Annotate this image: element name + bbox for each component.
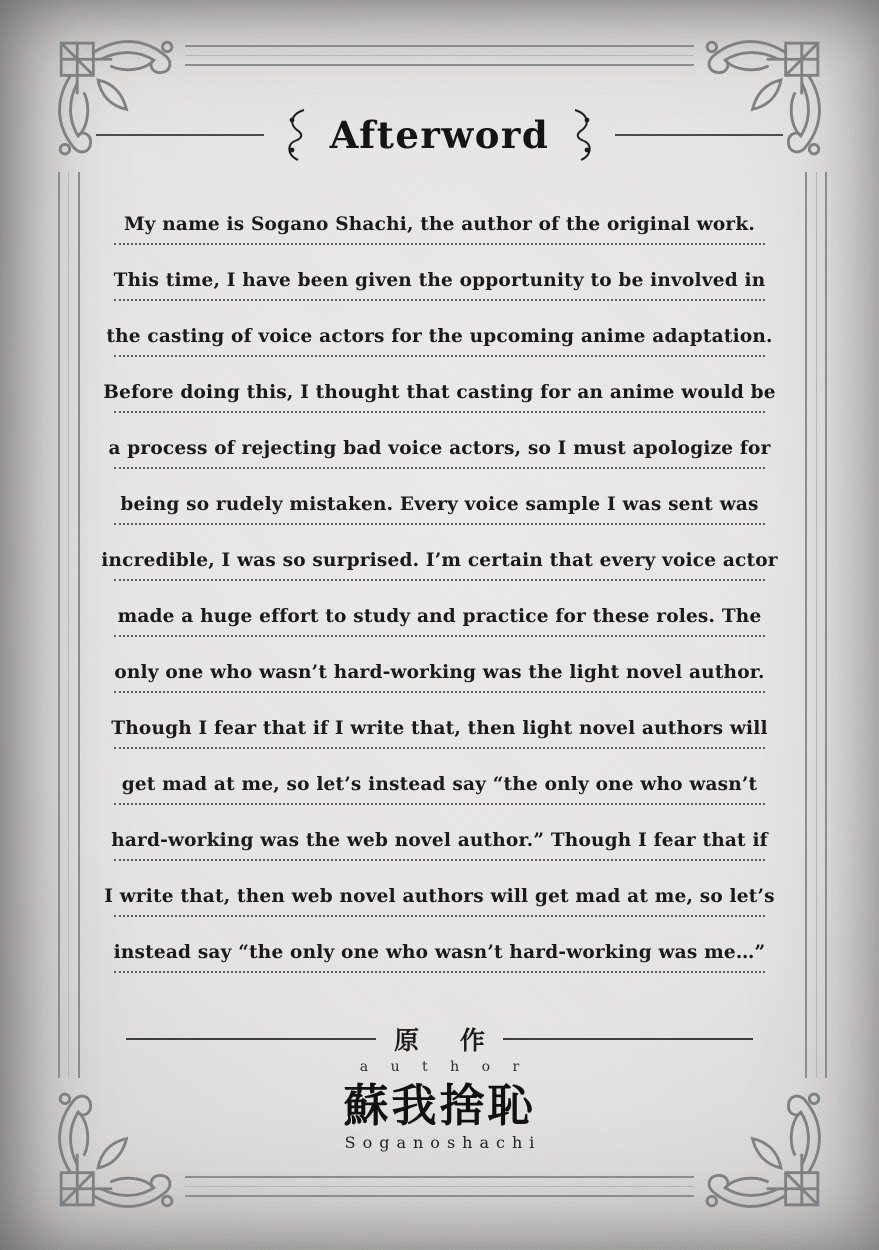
- frame-bottom-outer-line: [185, 1195, 694, 1197]
- afterword-line: I write that, then web novel authors will get mad at me, so let’s: [114, 861, 765, 917]
- author-name-romaji: Soganoshachi: [344, 1133, 542, 1153]
- title-rule-left: [96, 134, 264, 136]
- afterword-line: made a huge effort to study and practice for these roles. The: [114, 581, 765, 637]
- frame-bottom-middle-line: [185, 1186, 694, 1187]
- afterword-line: This time, I have been given the opportunity to be involved in: [114, 245, 765, 301]
- frame-top-outer-line: [185, 45, 694, 47]
- afterword-line: instead say “the only one who wasn’t hard-working was me…”: [114, 917, 765, 973]
- frame-bottom-inner-line: [185, 1176, 694, 1178]
- frame-right-inner-line: [805, 172, 807, 1078]
- frame-right-outer-line: [825, 172, 827, 1078]
- credits-block: [0, 1016, 879, 1152]
- author-name-kanji: 蘇我捨恥: [343, 1079, 536, 1132]
- title-rule-right: [615, 134, 783, 136]
- frame-top-middle-line: [185, 55, 694, 56]
- credit-role-row: [126, 1016, 753, 1062]
- credit-role-kanji: 原 作: [394, 1026, 501, 1055]
- title-band: [0, 106, 879, 164]
- afterword-line: incredible, I was so surprised. I’m certain that every voice actor: [114, 525, 765, 581]
- afterword-line: Though I fear that if I write that, then light novel authors will: [114, 693, 765, 749]
- afterword-line: a process of rejecting bad voice actors, so I must apologize for: [114, 413, 765, 469]
- title-flourish-icon: [283, 107, 307, 163]
- page-title: Afterword: [329, 113, 550, 157]
- frame-top-inner-line: [185, 64, 694, 66]
- afterword-line: the casting of voice actors for the upcoming anime adaptation.: [114, 301, 765, 357]
- title-flourish-icon: [572, 107, 596, 163]
- afterword-body: [101, 189, 778, 973]
- frame-left-inner-line: [78, 172, 80, 1078]
- afterword-line: get mad at me, so let’s instead say “the only one who wasn’t: [114, 749, 765, 805]
- frame-left-middle-line: [68, 172, 69, 1078]
- frame-left-outer-line: [58, 172, 60, 1078]
- afterword-line: Before doing this, I thought that casting for an anime would be: [114, 357, 765, 413]
- frame-right-middle-line: [816, 172, 817, 1078]
- credit-rule-left: [126, 1038, 376, 1040]
- afterword-line: being so rudely mistaken. Every voice sample I was sent was: [114, 469, 765, 525]
- afterword-line: hard-working was the web novel author.” Though I fear that if: [114, 805, 765, 861]
- afterword-line: only one who wasn’t hard-working was the light novel author.: [114, 637, 765, 693]
- credit-rule-right: [503, 1038, 753, 1040]
- credit-role-english: a u t h o r: [359, 1059, 529, 1075]
- afterword-line: My name is Sogano Shachi, the author of the original work.: [114, 189, 765, 245]
